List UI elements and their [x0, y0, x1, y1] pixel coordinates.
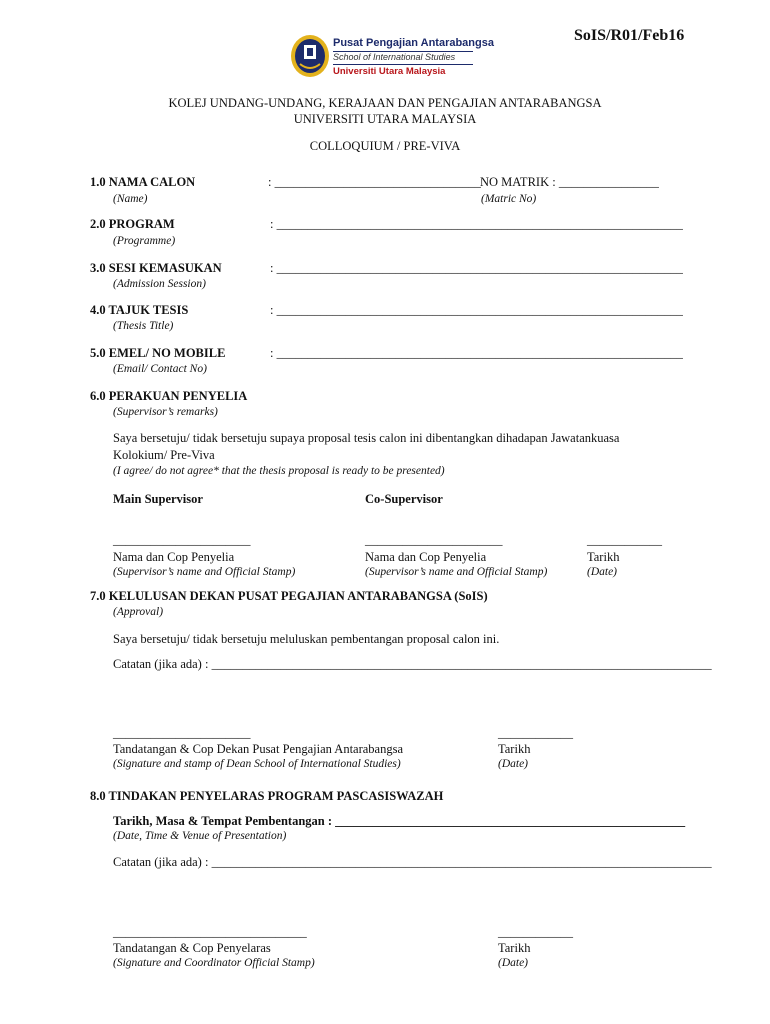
coordinator-date-line[interactable]: ____________	[498, 925, 573, 939]
coordinator-heading: 8.0 TINDAKAN PENYELARAS PROGRAM PASCASISWAZAH	[90, 789, 444, 803]
coordinator-signature-en: (Signature and Coordinator Official Stamp)	[113, 957, 315, 969]
main-supervisor-name-label: Nama dan Cop Penyelia	[113, 550, 235, 564]
email-field[interactable]: : _________________________________________________________________	[270, 346, 683, 360]
dean-date-en: (Date)	[498, 758, 529, 770]
name-sublabel: (Name)	[113, 193, 148, 205]
co-supervisor-name-label: Nama dan Cop Penyelia	[365, 550, 487, 564]
email-label: 5.0 EMEL/ NO MOBILE	[90, 346, 226, 360]
supervisor-date-line[interactable]: ____________	[587, 533, 662, 547]
dean-approval-statement: Saya bersetuju/ tidak bersetuju meluluskan pembentangan proposal calon ini.	[113, 632, 500, 646]
main-supervisor-signature-line[interactable]: ______________________	[113, 533, 251, 547]
logo-line1: Pusat Pengajian Antarabangsa	[333, 37, 494, 49]
logo-line2: School of International Studies	[333, 52, 456, 62]
co-supervisor-name-en: (Supervisor’s name and Official Stamp)	[365, 566, 548, 578]
co-supervisor-label: Co-Supervisor	[365, 492, 443, 506]
session-field[interactable]: : _________________________________________________________________	[270, 261, 683, 275]
name-label: 1.0 NAMA CALON	[90, 175, 196, 189]
coordinator-signature-label: Tandatangan & Cop Penyelaras	[113, 941, 271, 955]
co-supervisor-signature-line[interactable]: ______________________	[365, 533, 503, 547]
email-sublabel: (Email/ Contact No)	[113, 363, 207, 375]
dean-signature-label: Tandatangan & Cop Dekan Pusat Pengajian Antarabangsa	[113, 742, 404, 756]
main-supervisor-label: Main Supervisor	[113, 492, 203, 506]
dean-approval-sublabel: (Approval)	[113, 606, 164, 618]
supervisor-date-en: (Date)	[587, 566, 618, 578]
logo-line3: Universiti Utara Malaysia	[333, 66, 446, 77]
thesis-field[interactable]: : _________________________________________________________________	[270, 303, 683, 317]
form-subtitle: COLLOQUIUM / PRE-VIVA	[309, 139, 461, 153]
session-sublabel: (Admission Session)	[113, 278, 206, 290]
matric-field[interactable]: NO MATRIK : ________________	[480, 175, 659, 189]
uum-crest-icon	[290, 34, 330, 78]
coordinator-notes-field[interactable]: Catatan (jika ada) : ________________________________________________________________________________	[113, 855, 712, 869]
supervisor-heading: 6.0 PERAKUAN PENYELIA	[90, 389, 248, 403]
dean-notes-field[interactable]: Catatan (jika ada) : ________________________________________________________________________________	[113, 657, 712, 671]
dean-signature-line[interactable]: ______________________	[113, 726, 251, 740]
supervisor-date-label: Tarikh	[587, 550, 620, 564]
coordinator-signature-line[interactable]: _______________________________	[113, 925, 307, 939]
programme-sublabel: (Programme)	[113, 235, 176, 247]
dean-date-line[interactable]: ____________	[498, 726, 573, 740]
supervisor-statement-cont: Kolokium/ Pre-Viva	[113, 448, 215, 462]
logo-rule	[333, 64, 473, 65]
dean-approval-heading: 7.0 KELULUSAN DEKAN PUSAT PEGAJIAN ANTARABANGSA (SoIS)	[90, 589, 488, 603]
presentation-details-field[interactable]: Tarikh, Masa & Tempat Pembentangan : ________________________________________________________	[113, 814, 686, 828]
coordinator-date-en: (Date)	[498, 957, 529, 969]
supervisor-statement: Saya bersetuju/ tidak bersetuju supaya proposal tesis calon ini dibentangkan dihadapan Jawatankuasa	[113, 431, 620, 445]
dean-date-label: Tarikh	[498, 742, 531, 756]
thesis-sublabel: (Thesis Title)	[113, 320, 174, 332]
university-title: UNIVERSITI UTARA MALAYSIA	[293, 112, 477, 126]
college-title: KOLEJ UNDANG-UNDANG, KERAJAAN DAN PENGAJIAN ANTARABANGSA	[168, 96, 602, 110]
matric-sublabel: (Matric No)	[481, 193, 537, 205]
name-field[interactable]: : _________________________________	[268, 175, 481, 189]
session-label: 3.0 SESI KEMASUKAN	[90, 261, 222, 275]
coordinator-date-label: Tarikh	[498, 941, 531, 955]
thesis-label: 4.0 TAJUK TESIS	[90, 303, 189, 317]
presentation-details-en: (Date, Time & Venue of Presentation)	[113, 830, 287, 842]
programme-label: 2.0 PROGRAM	[90, 217, 175, 231]
main-supervisor-name-en: (Supervisor’s name and Official Stamp)	[113, 566, 296, 578]
dean-signature-en: (Signature and stamp of Dean School of International Studies)	[113, 758, 401, 770]
form-code: SoIS/R01/Feb16	[574, 27, 685, 44]
programme-field[interactable]: : _________________________________________________________________	[270, 217, 683, 231]
supervisor-statement-en: (I agree/ do not agree* that the thesis proposal is ready to be presented)	[113, 465, 445, 477]
supervisor-sublabel: (Supervisor’s remarks)	[113, 406, 218, 418]
